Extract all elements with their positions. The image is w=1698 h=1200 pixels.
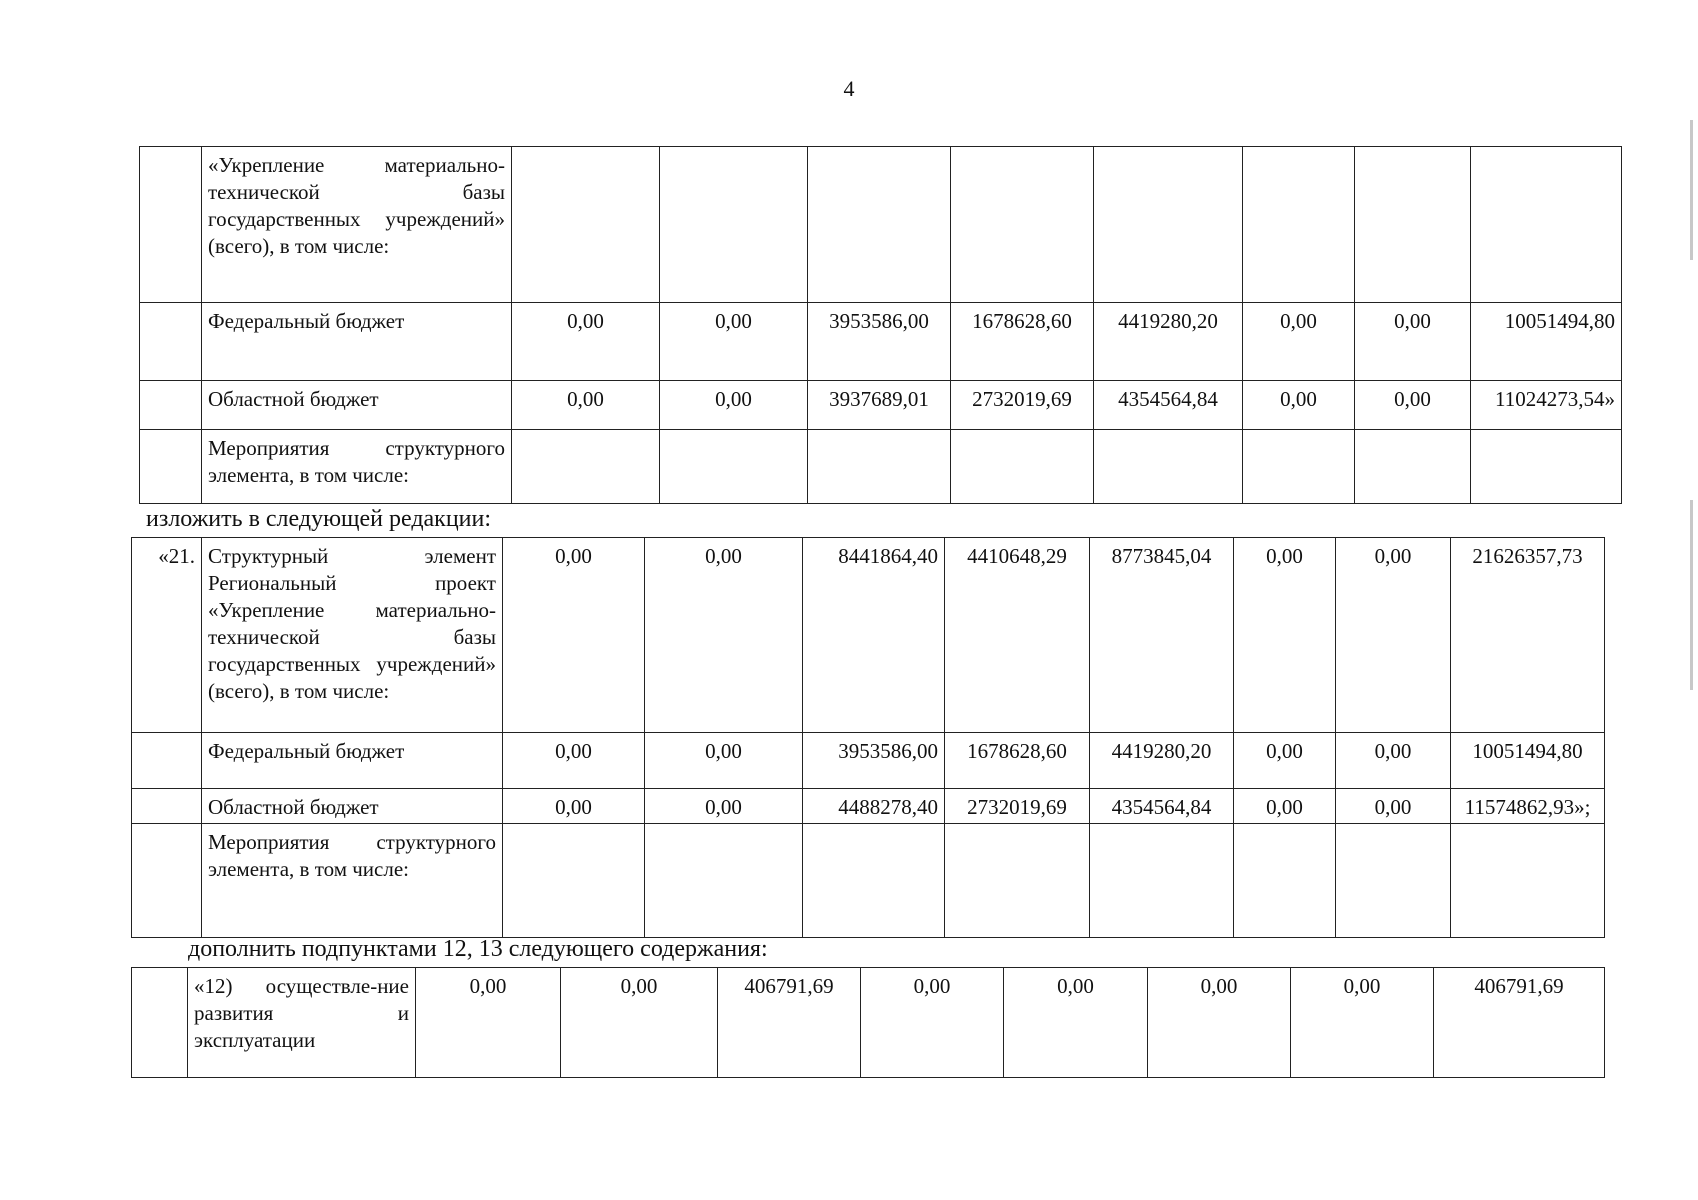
value-cell: 11574862,93»; — [1451, 789, 1605, 824]
value-cell: 1678628,60 — [951, 303, 1094, 381]
row-index: «21. — [132, 538, 202, 733]
value-cell — [1336, 824, 1451, 938]
value-cell: 11024273,54» — [1471, 381, 1622, 430]
value-cell: 0,00 — [503, 789, 645, 824]
row-name: Областной бюджет — [202, 789, 503, 824]
value-cell: 1678628,60 — [945, 733, 1090, 789]
value-cell: 0,00 — [1336, 733, 1451, 789]
table-row — [132, 538, 1605, 733]
value-cell: 3953586,00 — [808, 303, 951, 381]
value-cell: 0,00 — [1243, 303, 1355, 381]
row-name: Федеральный бюджет — [202, 303, 512, 381]
row-name: Федеральный бюджет — [202, 733, 503, 789]
scan-mark — [1690, 120, 1693, 260]
value-cell: 0,00 — [1234, 538, 1336, 733]
value-cell: 0,00 — [1148, 968, 1291, 1078]
value-cell: 8773845,04 — [1090, 538, 1234, 733]
value-cell: 4419280,20 — [1090, 733, 1234, 789]
value-cell: 3953586,00 — [803, 733, 945, 789]
row-index — [132, 733, 202, 789]
value-cell: 0,00 — [1234, 789, 1336, 824]
value-cell: 2732019,69 — [951, 381, 1094, 430]
value-cell — [945, 824, 1090, 938]
value-cell — [660, 147, 808, 303]
value-cell: 4354564,84 — [1094, 381, 1243, 430]
value-cell — [1094, 147, 1243, 303]
value-cell — [1355, 147, 1471, 303]
value-cell: 2732019,69 — [945, 789, 1090, 824]
value-cell — [503, 824, 645, 938]
table-row — [140, 381, 1622, 430]
value-cell: 4354564,84 — [1090, 789, 1234, 824]
value-cell: 0,00 — [1291, 968, 1434, 1078]
row-index — [140, 430, 202, 504]
row-name: «12) осуществле-ние развития и эксплуатации — [188, 968, 416, 1078]
table-row — [140, 303, 1622, 381]
value-cell: 0,00 — [660, 303, 808, 381]
value-cell — [951, 147, 1094, 303]
table-row — [140, 430, 1622, 504]
value-cell: 0,00 — [512, 381, 660, 430]
table-row — [132, 968, 1605, 1078]
value-cell: 406791,69 — [718, 968, 861, 1078]
value-cell: 0,00 — [1336, 538, 1451, 733]
value-cell: 0,00 — [1243, 381, 1355, 430]
value-cell: 0,00 — [512, 303, 660, 381]
value-cell: 0,00 — [660, 381, 808, 430]
row-index — [140, 381, 202, 430]
value-cell: 21626357,73 — [1451, 538, 1605, 733]
table-row — [132, 824, 1605, 938]
value-cell: 10051494,80 — [1451, 733, 1605, 789]
table-row — [140, 147, 1622, 303]
value-cell: 0,00 — [416, 968, 561, 1078]
budget-table-new — [131, 537, 1605, 938]
row-name: «Укрепление материально-технической базы государственных учреждений» (всего), в том числе: — [202, 147, 512, 303]
value-cell — [645, 824, 803, 938]
value-cell: 0,00 — [1234, 733, 1336, 789]
table-row — [132, 733, 1605, 789]
value-cell — [1471, 430, 1622, 504]
value-cell: 4488278,40 — [803, 789, 945, 824]
value-cell — [1355, 430, 1471, 504]
row-index — [132, 824, 202, 938]
row-index — [132, 968, 188, 1078]
value-cell: 0,00 — [503, 538, 645, 733]
value-cell: 0,00 — [1355, 381, 1471, 430]
row-index — [140, 303, 202, 381]
row-name: Мероприятия структурного элемента, в том числе: — [202, 430, 512, 504]
value-cell: 0,00 — [1336, 789, 1451, 824]
value-cell — [512, 430, 660, 504]
value-cell: 0,00 — [645, 538, 803, 733]
row-name: Областной бюджет — [202, 381, 512, 430]
value-cell: 0,00 — [561, 968, 718, 1078]
value-cell: 0,00 — [1004, 968, 1148, 1078]
value-cell — [1243, 147, 1355, 303]
row-index — [132, 789, 202, 824]
value-cell: 0,00 — [1355, 303, 1471, 381]
value-cell — [808, 430, 951, 504]
value-cell — [1471, 147, 1622, 303]
value-cell: 3937689,01 — [808, 381, 951, 430]
value-cell: 0,00 — [861, 968, 1004, 1078]
value-cell: 4419280,20 — [1094, 303, 1243, 381]
scan-mark — [1690, 500, 1693, 690]
budget-table-addition — [131, 967, 1605, 1078]
row-index — [140, 147, 202, 303]
value-cell — [660, 430, 808, 504]
value-cell — [1090, 824, 1234, 938]
value-cell — [1243, 430, 1355, 504]
table-row — [132, 789, 1605, 824]
instruction-text: изложить в следующей редакции: — [146, 506, 492, 532]
value-cell: 0,00 — [645, 733, 803, 789]
value-cell — [512, 147, 660, 303]
value-cell — [1234, 824, 1336, 938]
value-cell: 8441864,40 — [803, 538, 945, 733]
value-cell: 0,00 — [645, 789, 803, 824]
value-cell: 0,00 — [503, 733, 645, 789]
row-name: Мероприятия структурного элемента, в том числе: — [202, 824, 503, 938]
page-number: 4 — [843, 76, 855, 101]
value-cell: 4410648,29 — [945, 538, 1090, 733]
value-cell — [808, 147, 951, 303]
value-cell — [1451, 824, 1605, 938]
value-cell — [951, 430, 1094, 504]
row-name: Структурный элемент Региональный проект «Укрепление материально-технической базы государственных учреждений» (всего), в том числе: — [202, 538, 503, 733]
value-cell: 10051494,80 — [1471, 303, 1622, 381]
instruction-text: дополнить подпунктами 12, 13 следующего содержания: — [188, 936, 768, 962]
value-cell — [1094, 430, 1243, 504]
value-cell — [803, 824, 945, 938]
budget-table-old — [139, 146, 1622, 504]
value-cell: 406791,69 — [1434, 968, 1605, 1078]
